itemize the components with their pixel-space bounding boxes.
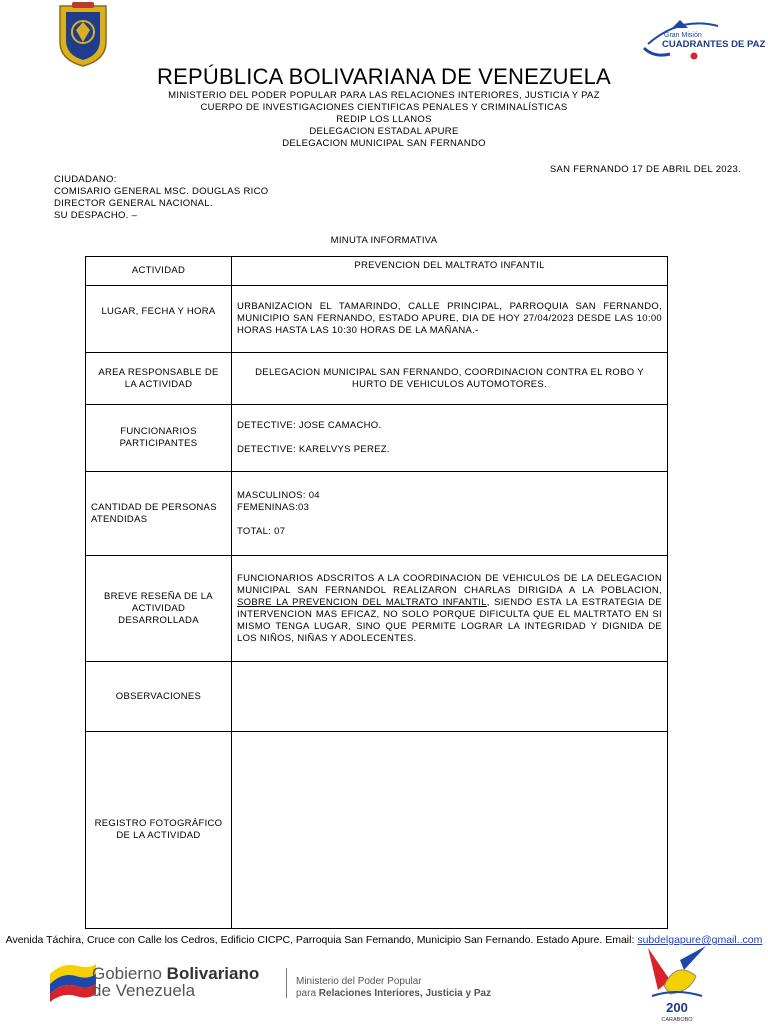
gobierno-word: Gobierno	[92, 964, 167, 983]
ministerio-wordmark	[296, 976, 491, 1000]
header-line-delegacion-estadal: DELEGACION ESTADAL APURE	[309, 126, 459, 137]
footer-separator	[286, 968, 287, 998]
area-label: AREA RESPONSABLE DE LA ACTIVIDAD	[86, 353, 232, 405]
ministerio-line: Ministerio del Poder Popular	[296, 976, 422, 987]
footer-email-link[interactable]: subdelgapure@gmail..com	[637, 934, 763, 946]
masculinos-count: MASCULINOS: 04	[237, 489, 320, 501]
relaciones-interiores-text: Relaciones Interiores, Justicia y Paz	[318, 988, 492, 999]
addressee-block	[54, 174, 268, 222]
gobierno-bolivariano-wordmark	[92, 965, 259, 999]
table-row	[86, 732, 668, 929]
lugar-label: LUGAR, FECHA Y HORA	[86, 286, 232, 353]
minuta-title: MINUTA INFORMATIVA	[330, 235, 438, 246]
addressee-line: DIRECTOR GENERAL NACIONAL.	[54, 198, 213, 209]
document-title-republica: REPÚBLICA BOLIVARIANA DE VENEZUELA	[157, 64, 611, 89]
femeninas-count: FEMENINAS:03	[237, 501, 310, 513]
mision-big-text: CUADRANTES DE PAZ	[662, 39, 766, 50]
bicentenario-carabobo-logo	[640, 940, 714, 1024]
activity-table	[85, 256, 668, 929]
table-row	[86, 286, 668, 353]
bolivariano-word: Bolivariano	[166, 964, 260, 983]
observaciones-value	[232, 662, 668, 732]
registro-label: REGISTRO FOTOGRÁFICO DE LA ACTIVIDAD	[86, 732, 232, 929]
registro-value	[232, 732, 668, 929]
resena-value	[232, 556, 668, 662]
header-line-ministerio: MINISTERIO DEL PODER POPULAR PARA LAS RELACIONES INTERIORES, JUSTICIA Y PAZ	[168, 90, 600, 101]
table-row	[86, 662, 668, 732]
cantidad-label: CANTIDAD DE PERSONAS ATENDIDAS	[86, 472, 232, 556]
table-row	[86, 556, 668, 662]
cantidad-value	[232, 472, 668, 556]
actividad-label: ACTIVIDAD	[86, 257, 232, 286]
table-row	[86, 405, 668, 472]
de-venezuela-line: de Venezuela	[92, 981, 196, 1000]
addressee-line: CIUDADANO:	[54, 174, 117, 185]
funcionario-item: DETECTIVE: JOSE CAMACHO.	[237, 420, 382, 431]
resena-underlined-text: SOBRE LA PREVENCION DEL MALTRATO INFANTIL	[237, 596, 487, 608]
header-line-cicpc: CUERPO DE INVESTIGACIONES CIENTIFICAS PENALES Y CRIMINALÍSTICAS	[200, 102, 568, 113]
resena-label: BREVE RESEÑA DE LA ACTIVIDAD DESARROLLADA	[86, 556, 232, 662]
gobierno-line	[92, 965, 259, 982]
ministerio-line	[296, 988, 491, 1000]
footer-address-text: Avenida Táchira, Cruce con Calle los Cedros, Edificio CICPC, Parroquia San Fernando, Municipio San Fernando. Estado Apure. Email:	[5, 934, 638, 946]
table-row	[86, 257, 668, 286]
table-row	[86, 472, 668, 556]
resena-text: , SIENDO ESTA LA ESTRATEGIA DE INTERVENCION MAS EFICAZ, NO SOLO PORQUE DIFICULTA QUE EL MALTRTATO EN SI MISMO TENGA LUGAR, SINO QUE PERMITE LOGRAR LA INTEGRIDAD Y DIGNIDA DE LOS NIÑOS, NIÑAS Y ADOLECENTES.	[237, 596, 662, 644]
header-line-redip: REDIP LOS LLANOS	[336, 114, 432, 125]
total-count: TOTAL: 07	[237, 525, 286, 537]
venezuela-flag-logo	[48, 960, 98, 1002]
table-row	[86, 353, 668, 405]
funcionario-item: DETECTIVE: KARELVYS PEREZ.	[237, 444, 390, 455]
actividad-value: PREVENCION DEL MALTRATO INFANTIL	[232, 257, 668, 286]
addressee-line: SU DESPACHO. –	[54, 210, 138, 221]
area-value: DELEGACION MUNICIPAL SAN FERNANDO, COORDINACION CONTRA EL ROBO Y HURTO DE VEHICULOS AUTOMOTORES.	[232, 353, 668, 405]
observaciones-label: OBSERVACIONES	[86, 662, 232, 732]
date-line: SAN FERNANDO 17 DE ABRIL DEL 2023.	[549, 164, 741, 175]
funcionarios-label: FUNCIONARIOS PARTICIPANTES	[86, 405, 232, 472]
lugar-value: URBANIZACION EL TAMARINDO, CALLE PRINCIPAL, PARROQUIA SAN FERNANDO, MUNICIPIO SAN FERNANDO, ESTADO APURE, DIA DE HOY 27/04/2023 DESDE LAS 10:00 HORAS HASTA LAS 10:30 HORAS DE LA MAÑANA.-	[232, 286, 668, 353]
addressee-line: COMISARIO GENERAL MSC. DOUGLAS RICO	[54, 186, 269, 197]
resena-text: FUNCIONARIOS ADSCRITOS A LA COORDINACION DE VEHICULOS DE LA DELEGACION MUNICIPAL SAN FERNANDOL REALIZARON CHARLAS DIRIGIDA A LA POBLACION,	[237, 572, 662, 596]
bicentenario-number: 200	[666, 1000, 688, 1015]
funcionarios-value	[232, 405, 668, 472]
bicentenario-caption: CARABOBO	[661, 1017, 693, 1023]
para-word: para	[296, 988, 319, 999]
cuadrantes-de-paz-logo	[640, 18, 766, 62]
mision-small-text: Gran Misión	[664, 32, 702, 39]
cicpc-badge-logo	[56, 2, 110, 68]
header-line-delegacion-municipal: DELEGACION MUNICIPAL SAN FERNANDO	[282, 138, 486, 149]
